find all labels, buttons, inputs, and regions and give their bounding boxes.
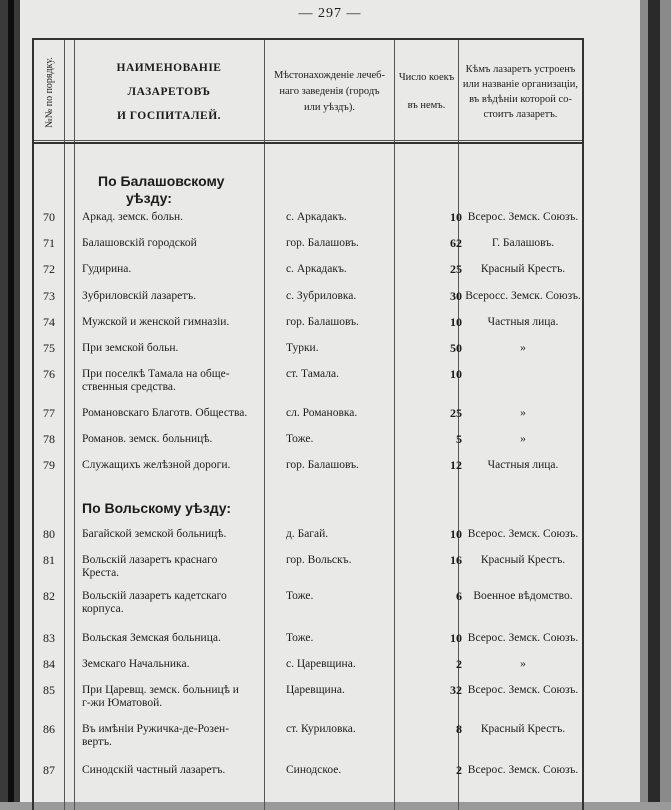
header-beds: Число коекъ въ немъ. (398, 72, 455, 111)
section-title-volsk: По Вольскому уѣзду: (82, 500, 232, 516)
scan-right-edge (640, 0, 671, 802)
page-number: — 297 — (298, 6, 362, 21)
scan-binding-edge (0, 0, 20, 802)
header-name: НАИМЕНОВАНIЕ ЛАЗАРЕТОВЪ И ГОСПИТАЛЕЙ. (116, 62, 222, 122)
header-number: №№ по порядку. (43, 56, 55, 128)
hospital-table: №№ по порядку. НАИМЕНОВАНIЕ ЛАЗАРЕТОВЪ И ГОСПИТАЛЕЙ. Мѣстонахожденiе лечеб- наго заведенiя (городъ или уѣздъ). Число коекъ въ немъ. Кѣмъ лазаретъ устроенъ или названiе организацiи, въ вѣдѣнiи которой со- стоитъ лазаретъ. По Балашовскому уѣзду: 70 Аркад. земск. больн. с. Аркадакъ. 10 Всерос. Земск. Союзъ. 71 Балашовскiй городской гор. Балашовъ. 62 Г. Балашовъ. 72 Гудирина. с. Аркадакъ. 25 Красный Крестъ. 73 Зубриловскiй лазаретъ. с. Зубриловка. 30 Всеросс. Земск. Союзъ. 74 Мужской и женской гимназiи. гор. Балашовъ. 10 Частныя лица. 75 При земской больн. Турки. 50 » 76 При поселкѣ Тамала на обще- ственныя средства. ст. Тамала. 10 77 Романовскаго Благотв. Общества. сл. Романовка. 25 » 78 Романов. земск. больницѣ. Тоже. 5 » 79 Служащихъ желѣзной дороги. гор. Балашовъ. 12 Частныя лица. По Вольскому уѣзду: 80 Багайской земской больницѣ. д. Багай. 10 Всерос. Земск. Союзъ. 81 Вольскiй лазаретъ краснаго Креста. гор. Вольскъ. 16 Красный Крестъ. 82 Вольскiй лазаретъ кадетскаго корпуса. Тоже. 6 Военное вѣдомство. 83 Вольская Земская больница. Тоже. 10 Всерос. Земск. Союзъ. 84 Земскаго Начальника. с. Царевщина. 2 » 85 При Царевщ. земск. больницѣ и г-жи Юматовой. Царевщина. 32 Всерос. Земск. Союзъ. 86 Въ имѣнiи Ружичка-де-Розен- вертъ. ст. Куриловка. 8 Красный Крестъ. 87 Синодскiй частный лазаретъ. Синодское. 2 Всерос. Земск. Союзъ. (32, 38, 584, 810)
section-title-balashov: По Балашовскому уѣзду: (98, 173, 225, 206)
document-page (20, 0, 640, 802)
header-location: Мѣстонахожденiе лечеб- наго заведенiя (городъ или уѣздъ). (273, 70, 385, 113)
header-organization: Кѣмъ лазаретъ устроенъ или названiе организацiи, въ вѣдѣнiи которой со- стоитъ лазаретъ. (462, 64, 579, 120)
